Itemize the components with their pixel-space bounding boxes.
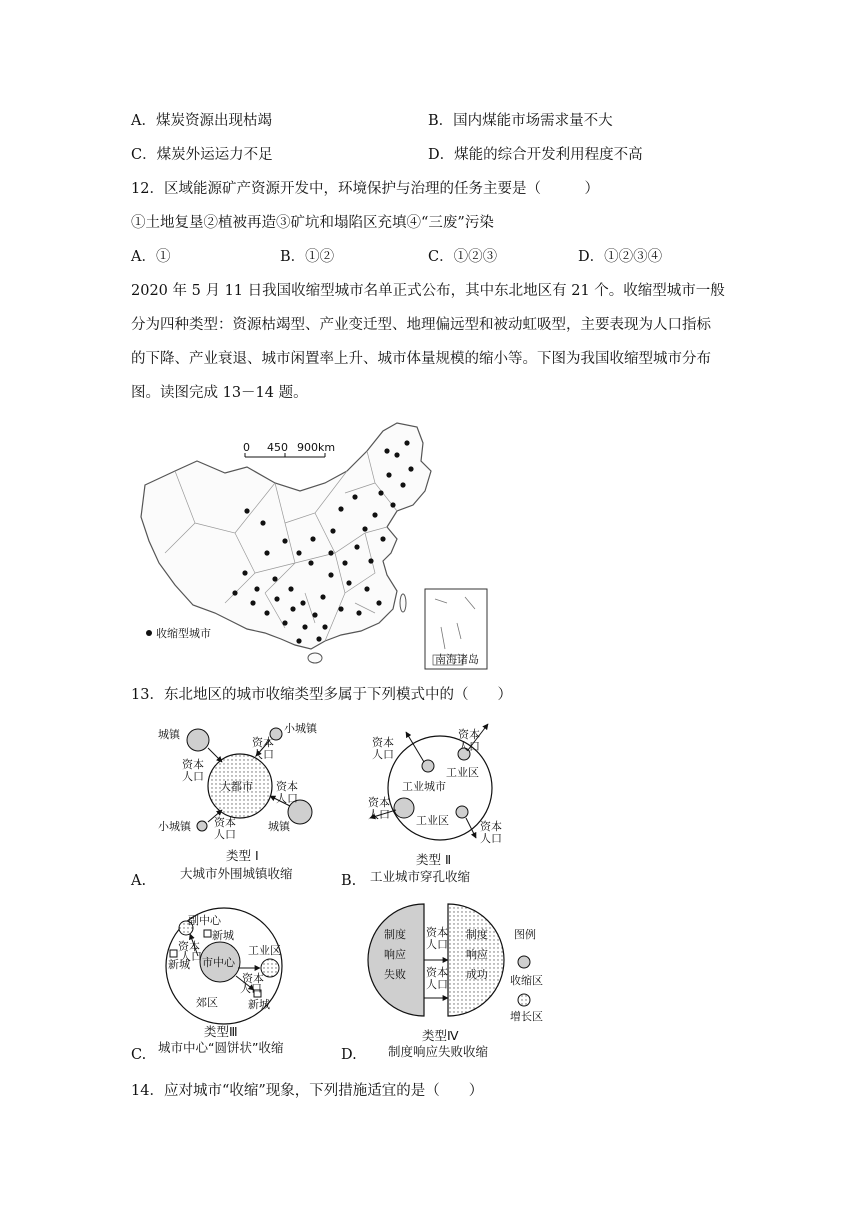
city-dot [376, 600, 381, 605]
q13-option-d-label: D. [341, 1047, 357, 1063]
city-dot [242, 570, 247, 575]
flow-label-pop-4: 人口 [214, 828, 236, 841]
q14-stem: 14．应对城市“收缩”现象，下列措施适宜的是（ ） [131, 1083, 484, 1099]
b-capital-1: 资本 [372, 736, 394, 749]
q11-option-d: D．煤能的综合开发利用程度不高 [428, 147, 643, 163]
passage-line-3: 的下降、产业衰退、城市闲置率上升、城市体量规模的缩小等。下图为我国收缩型城市分布 [131, 351, 711, 367]
city-dot [378, 490, 383, 495]
d-left-1: 制度 [384, 928, 406, 941]
zone-label-top: 工业区 [446, 766, 479, 779]
legend-dot [146, 630, 152, 636]
passage-line-2: 分为四种类型：资源枯竭型、产业变迁型、地理偏远型和被动虹吸型，主要表现为人口指标 [131, 317, 711, 333]
city-dot [300, 600, 305, 605]
q11-option-b: B．国内煤能市场需求量不大 [428, 113, 613, 129]
city-dot [404, 440, 409, 445]
legend-shrink-swatch [518, 956, 530, 968]
city-dot [272, 576, 277, 581]
c-pop-1: 人口 [180, 950, 202, 963]
industrial-city-label: 工业城市 [402, 780, 446, 793]
legend-shrink-label: 收缩区 [510, 974, 543, 987]
city-dot [302, 624, 307, 629]
d-right-3: 成功 [466, 968, 488, 981]
city-dot [328, 572, 333, 577]
flow-label-capital-2: 资本 [182, 758, 204, 771]
new-city-label-2: 新城 [168, 958, 190, 971]
d-left-3: 失败 [384, 968, 406, 981]
diagram-type-1 [150, 718, 330, 886]
b-pop-1: 人口 [372, 748, 394, 761]
city-dot [244, 508, 249, 513]
b-capital-3: 资本 [368, 796, 390, 809]
d-pop-1: 人口 [426, 938, 448, 951]
diagram-type-4 [360, 902, 560, 1062]
city-dot [274, 596, 279, 601]
city-dot [310, 536, 315, 541]
flow-label-capital-1: 资本 [252, 736, 274, 749]
diagram-type-2 [360, 718, 540, 886]
city-dot [320, 594, 325, 599]
city-dot [264, 550, 269, 555]
c-capital-2: 资本 [242, 972, 264, 985]
type-4-label: 类型Ⅳ [422, 1028, 459, 1043]
passage-line-4: 图。读图完成 13－14 题。 [131, 385, 308, 401]
type-4-caption: 制度响应失败收缩 [388, 1044, 489, 1059]
city-dot [364, 586, 369, 591]
city-dot [264, 610, 269, 615]
china-shrinking-cities-map [135, 413, 495, 673]
c-capital-1: 资本 [178, 940, 200, 953]
flow-label-pop-3: 人口 [276, 792, 298, 805]
city-dot [380, 536, 385, 541]
d-capital-1: 资本 [426, 926, 448, 939]
small-town-circle-bottom [197, 821, 207, 831]
city-dot [290, 606, 295, 611]
new-city-box-2 [170, 950, 177, 957]
metropolis-label: 大都市 [220, 780, 253, 793]
city-dot [362, 526, 367, 531]
city-dot [308, 560, 313, 565]
flow-arrow-1 [208, 748, 222, 762]
q12-stem: 12．区域能源矿产资源开发中，环境保护与治理的任务主要是（ ） [131, 181, 599, 197]
q13-stem: 13．东北地区的城市收缩类型多属于下列模式中的（ ） [131, 687, 512, 703]
b-pop-3: 人口 [368, 808, 390, 821]
d-pop-2: 人口 [426, 978, 448, 991]
zone-circle-4 [456, 806, 468, 818]
city-dot [384, 448, 389, 453]
small-town-label-top: 小城镇 [284, 722, 317, 735]
city-dot [260, 520, 265, 525]
q12-option-d: D．①②③④ [578, 249, 663, 265]
q12-option-b: B．①② [280, 249, 335, 265]
city-dot [250, 600, 255, 605]
d-capital-2: 资本 [426, 966, 448, 979]
legend-grow-label: 增长区 [510, 1010, 543, 1023]
zone-circle-3 [394, 798, 414, 818]
town-circle-top [187, 729, 209, 751]
city-dot [352, 494, 357, 499]
city-dot [328, 550, 333, 555]
new-city-label-3: 新城 [248, 998, 270, 1011]
town-label-right: 城镇 [268, 820, 290, 833]
city-dot [330, 528, 335, 533]
scale-label-0: 0 [243, 441, 250, 454]
type-3-caption: 城市中心“圆饼状”收缩 [158, 1040, 284, 1055]
hainan-island [308, 653, 322, 663]
q12-items: ①土地复垦②植被再造③矿坑和塌陷区充填④“三废”污染 [131, 215, 494, 231]
new-city-box-1 [204, 930, 211, 937]
city-dot [390, 502, 395, 507]
flow-label-capital-3: 资本 [276, 780, 298, 793]
city-dot [356, 610, 361, 615]
d-right-2: 响应 [466, 948, 488, 961]
flow-label-pop-1: 人口 [252, 748, 274, 761]
type-2-label: 类型 Ⅱ [416, 852, 452, 867]
b-capital-2: 资本 [458, 728, 480, 741]
d-left-2: 响应 [384, 948, 406, 961]
type-2-caption: 工业城市穿孔收缩 [370, 869, 471, 884]
flow-label-capital-4: 资本 [214, 816, 236, 829]
scale-label-2: 900km [297, 441, 336, 454]
city-dot [354, 544, 359, 549]
city-dot [346, 580, 351, 585]
city-dot [288, 586, 293, 591]
type-1-caption: 大城市外围城镇收缩 [180, 866, 293, 881]
city-dot [372, 512, 377, 517]
city-dot [282, 538, 287, 543]
legend-label: 收缩型城市 [156, 627, 211, 640]
city-dot [312, 612, 317, 617]
q13-option-a-label: A. [131, 873, 147, 889]
city-dot [368, 558, 373, 563]
industrial-zone-label: 工业区 [248, 944, 281, 957]
q13-option-b-label: B. [341, 873, 357, 889]
suburb-label: 郊区 [196, 996, 218, 1009]
d-right-1: 制度 [466, 928, 488, 941]
legend-title: 图例 [514, 928, 536, 941]
type-1-label: 类型 I [226, 848, 259, 863]
new-city-label-1: 新城 [212, 929, 234, 942]
scale-label-1: 450 [267, 441, 288, 454]
diagram-type-3 [150, 906, 330, 1062]
sub-center-label: 副中心 [188, 914, 221, 927]
city-dot [400, 482, 405, 487]
city-dot [408, 466, 413, 471]
city-dot [322, 624, 327, 629]
c-pop-2: 人口 [240, 982, 262, 995]
city-dot [282, 620, 287, 625]
city-dot [296, 550, 301, 555]
zone-label-bottom: 工业区 [416, 814, 449, 827]
q13-option-c-label: C. [131, 1047, 147, 1063]
q12-option-a: A．① [131, 249, 171, 265]
city-center-label: 市中心 [202, 956, 235, 969]
city-dot [338, 506, 343, 511]
city-dot [338, 606, 343, 611]
q11-option-a: A．煤炭资源出现枯竭 [131, 113, 272, 129]
city-dot [386, 472, 391, 477]
passage-line-1: 2020 年 5 月 11 日我国收缩型城市名单正式公布，其中东北地区有 21 个。收缩型城市一般 [131, 283, 725, 299]
city-dot [316, 636, 321, 641]
q12-option-c: C．①②③ [428, 249, 498, 265]
town-label-top: 城镇 [158, 728, 180, 741]
city-dot [254, 586, 259, 591]
flow-label-pop-2: 人口 [182, 770, 204, 783]
city-dot [342, 560, 347, 565]
small-town-label-bottom: 小城镇 [158, 820, 191, 833]
type-3-label: 类型Ⅲ [204, 1024, 238, 1039]
city-dot [394, 452, 399, 457]
inset-label: 南海诸岛 [435, 653, 479, 666]
taiwan-island [400, 594, 406, 612]
b-capital-4: 资本 [480, 820, 502, 833]
b-pop-2: 人口 [458, 740, 480, 753]
q11-option-c: C．煤炭外运运力不足 [131, 147, 273, 163]
city-dot [232, 590, 237, 595]
legend-grow-swatch [518, 994, 530, 1006]
b-pop-4: 人口 [480, 832, 502, 845]
city-dot [296, 638, 301, 643]
